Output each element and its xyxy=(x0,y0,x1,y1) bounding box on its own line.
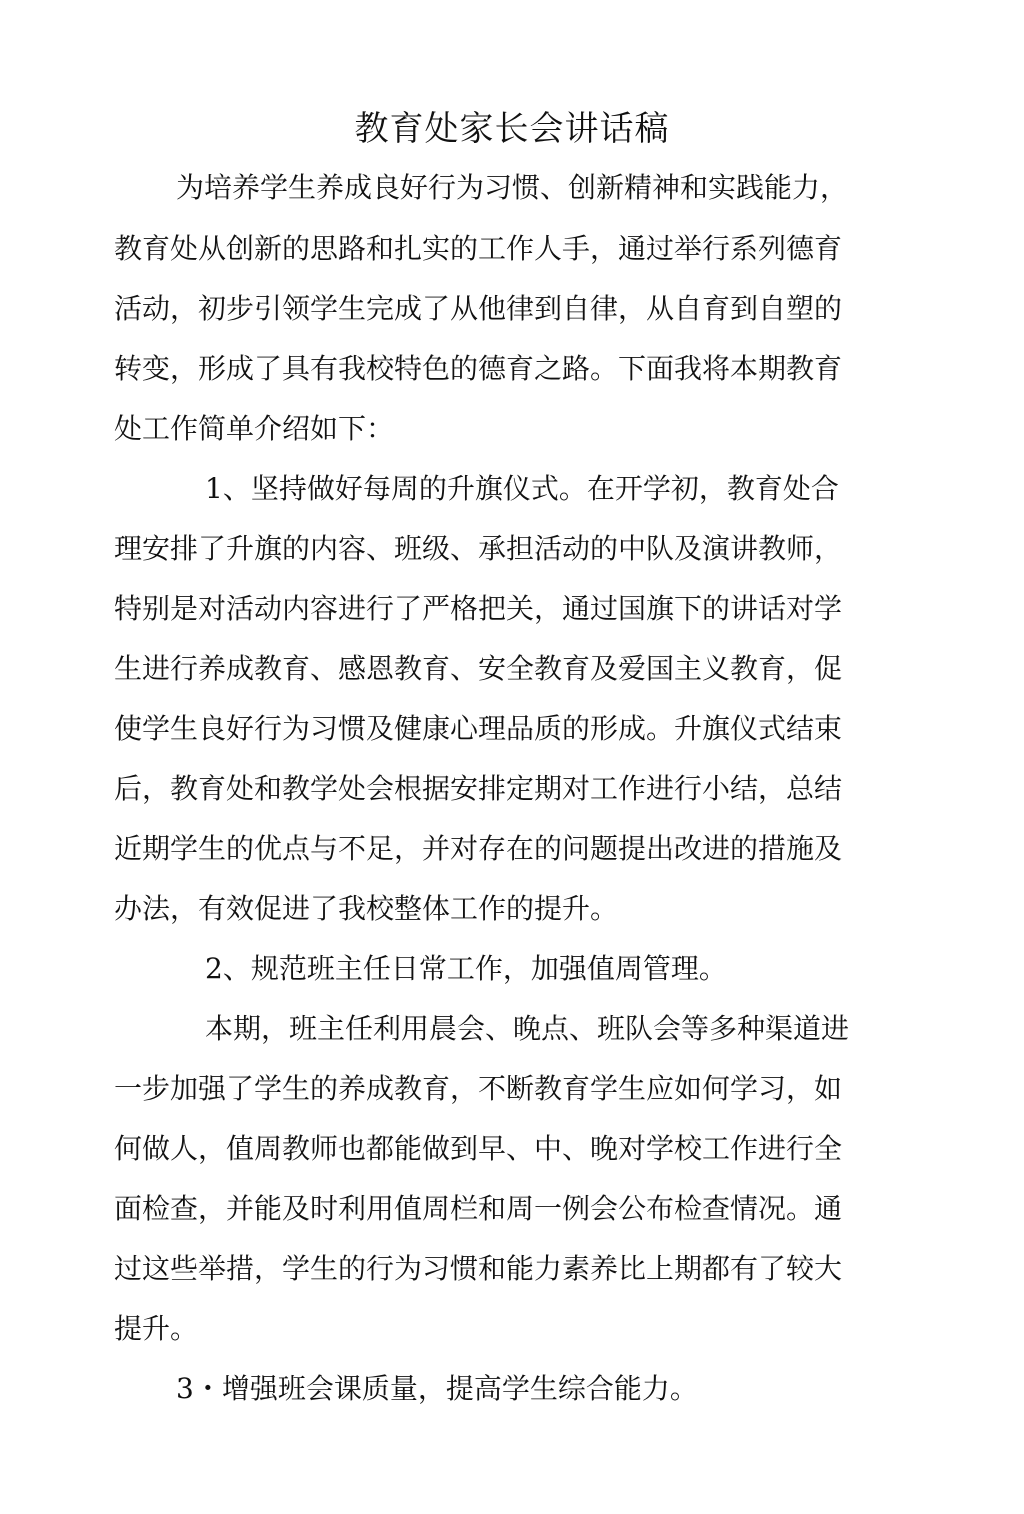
text-line: 生进行养成教育、感恩教育、安全教育及爱国主义教育，促 xyxy=(114,652,843,685)
text-line: 为培养学生养成良好行为习惯、创新精神和实践能力， xyxy=(176,171,849,204)
text-line: 转变，形成了具有我校特色的德育之路。下面我将本期教育 xyxy=(114,352,843,385)
text-line: 办法，有效促进了我校整体工作的提升。 xyxy=(114,892,619,925)
text-line: 使学生良好行为习惯及健康心理品质的形成。升旗仪式结束 xyxy=(114,712,843,745)
text-line: 教育处从创新的思路和扎实的工作人手，通过举行系列德育 xyxy=(114,232,843,265)
text-line: 处工作简单介绍如下： xyxy=(114,412,395,445)
text-line: 后，教育处和教学处会根据安排定期对工作进行小结，总结 xyxy=(114,772,843,805)
text-line: 一步加强了学生的养成教育，不断教育学生应如何学习，如 xyxy=(114,1072,843,1105)
text-line: 1、坚持做好每周的升旗仪式。在开学初，教育处合 xyxy=(205,472,839,505)
text-line: 过这些举措，学生的行为习惯和能力素养比上期都有了较大 xyxy=(114,1252,843,1285)
text-line: 活动，初步引领学生完成了从他律到自律，从自育到自塑的 xyxy=(114,292,843,325)
text-line: 近期学生的优点与不足，并对存在的问题提出改进的措施及 xyxy=(114,832,843,865)
text-line: 何做人，值周教师也都能做到早、中、晚对学校工作进行全 xyxy=(114,1132,843,1165)
text-line: 特别是对活动内容进行了严格把关，通过国旗下的讲话对学 xyxy=(114,592,843,625)
text-line: 面检查，并能及时利用值周栏和周一例会公布检查情况。通 xyxy=(114,1192,843,1225)
document-title: 教育处家长会讲话稿 xyxy=(354,109,670,149)
text-line: 理安排了升旗的内容、班级、承担活动的中队及演讲教师， xyxy=(114,532,843,565)
text-line: 3・增强班会课质量，提高学生综合能力。 xyxy=(176,1372,698,1405)
text-line: 本期，班主任利用晨会、晚点、班队会等多种渠道进 xyxy=(205,1012,850,1045)
text-line: 提升。 xyxy=(114,1312,199,1345)
text-line: 2、规范班主任日常工作，加强值周管理。 xyxy=(205,952,727,985)
